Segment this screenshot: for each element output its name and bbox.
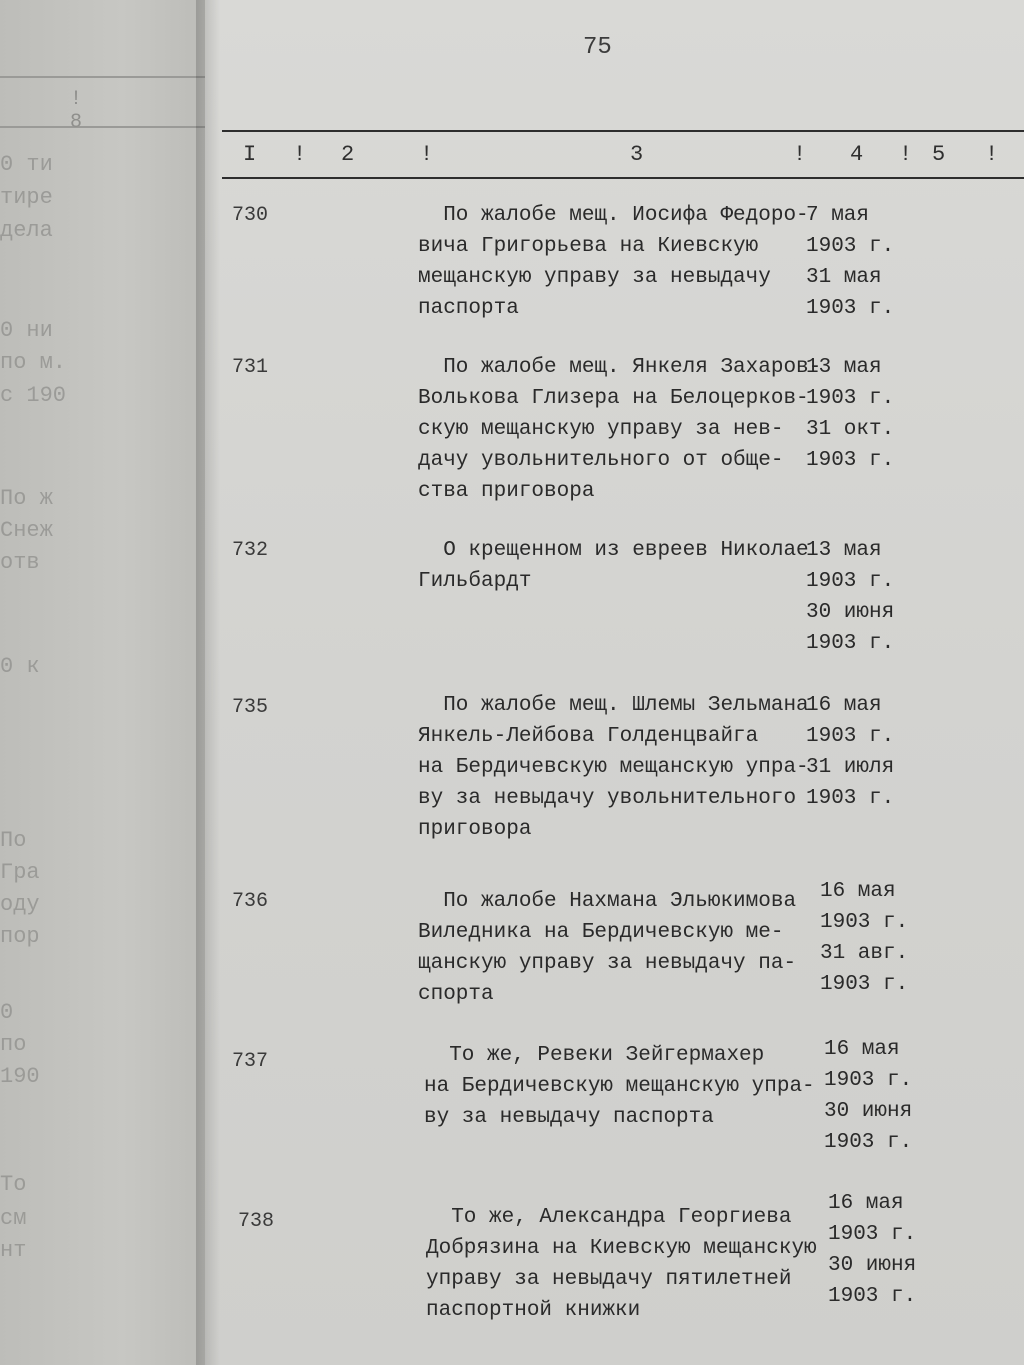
column-divider: ! (293, 142, 307, 167)
entry-dates: 13 мая 1903 г. 31 окт. 1903 г. (806, 356, 895, 472)
page-number: 75 (583, 34, 612, 61)
entry-description: По жалобе мещ. Янкеля Захаров- Волькова Глизера на Белоцерков- скую мещанскую управу за нев- дачу увольнительного от обще- ства приговора (418, 356, 822, 503)
left-page-fragment: отв (0, 550, 40, 575)
column-divider: ! (420, 142, 434, 167)
entry-number: 738 (238, 1210, 275, 1233)
column-divider: ! (793, 142, 807, 167)
left-page-fragment: дела (0, 218, 53, 243)
left-page-fragment: см (0, 1206, 27, 1231)
left-page-fragment: То (0, 1172, 27, 1197)
left-page-fragment: пор (0, 924, 40, 949)
left-page-fragment: Снеж (0, 518, 53, 543)
column-header-1: I (243, 142, 257, 167)
left-page-fragment: 0 (0, 1000, 14, 1025)
column-header-2: 2 (341, 142, 355, 167)
entry-number: 732 (232, 539, 269, 562)
previous-page (0, 0, 205, 1365)
left-page-fragment: по (0, 1032, 27, 1057)
entry-dates: 16 мая 1903 г. 31 авг. 1903 г. (820, 880, 909, 996)
left-page-fragment: нт (0, 1238, 27, 1263)
column-divider: ! (985, 142, 999, 167)
entry-description: То же, Ревеки Зейгермахер на Бердичевскую мещанскую упра- ву за невыдачу паспорта (424, 1044, 815, 1129)
entry-number: 731 (232, 356, 269, 379)
entry-description: По жалобе мещ. Иосифа Федоро- вича Григорьева на Киевскую мещанскую управу за невыдачу паспорта (418, 204, 809, 320)
entry-number: 737 (232, 1050, 269, 1073)
table-header-rule-bottom (222, 177, 1024, 179)
table-header-rule-top (222, 130, 1024, 132)
entry-number: 735 (232, 696, 269, 719)
left-page-fragment: По (0, 828, 27, 853)
left-page-fragment: по м. (0, 350, 67, 375)
entry-description: По жалобе мещ. Шлемы Зельмана Янкель-Лейбова Голденцвайга на Бердичевскую мещанскую упра- ву за невыдачу увольнительного приговора (418, 694, 809, 841)
book-gutter-shadow (196, 0, 226, 1365)
left-page-fragment: оду (0, 892, 40, 917)
left-page-fragment: По ж (0, 486, 53, 511)
entry-description: То же, Александра Георгиева Добрязина на Киевскую мещанскую управу за невыдачу пятилетней паспортной книжки (426, 1206, 817, 1322)
left-page-fragment: Гра (0, 860, 40, 885)
left-page-fragment: 0 ти (0, 152, 53, 177)
left-page-fragment: тире (0, 185, 53, 210)
column-header-3: 3 (630, 142, 644, 167)
entry-dates: 16 мая 1903 г. 31 июля 1903 г. (806, 694, 895, 810)
column-header-4: 4 (850, 142, 864, 167)
entry-description: По жалобе Нахмана Эльюкимова Виледника на Бердичевскую ме- щанскую управу за невыдачу па- спорта (418, 890, 797, 1006)
column-divider: ! (899, 142, 913, 167)
entry-number: 736 (232, 890, 269, 913)
entry-description: О крещенном из евреев Николае Гильбардт (418, 539, 809, 593)
left-page-header-fragment: ! 8 (70, 88, 123, 134)
entry-number: 730 (232, 204, 269, 227)
left-page-fragment: с 190 (0, 383, 67, 408)
left-page-fragment: 0 к (0, 654, 40, 679)
left-page-fragment: 0 ни (0, 318, 53, 343)
entry-dates: 16 мая 1903 г. 30 июня 1903 г. (824, 1038, 913, 1154)
entry-dates: 7 мая 1903 г. 31 мая 1903 г. (806, 204, 895, 320)
entry-dates: 13 мая 1903 г. 30 июня 1903 г. (806, 539, 895, 655)
entry-dates: 16 мая 1903 г. 30 июня 1903 г. (828, 1192, 917, 1308)
column-header-5: 5 (932, 142, 946, 167)
left-page-fragment: 190 (0, 1064, 40, 1089)
left-page-rule-top (0, 76, 205, 78)
